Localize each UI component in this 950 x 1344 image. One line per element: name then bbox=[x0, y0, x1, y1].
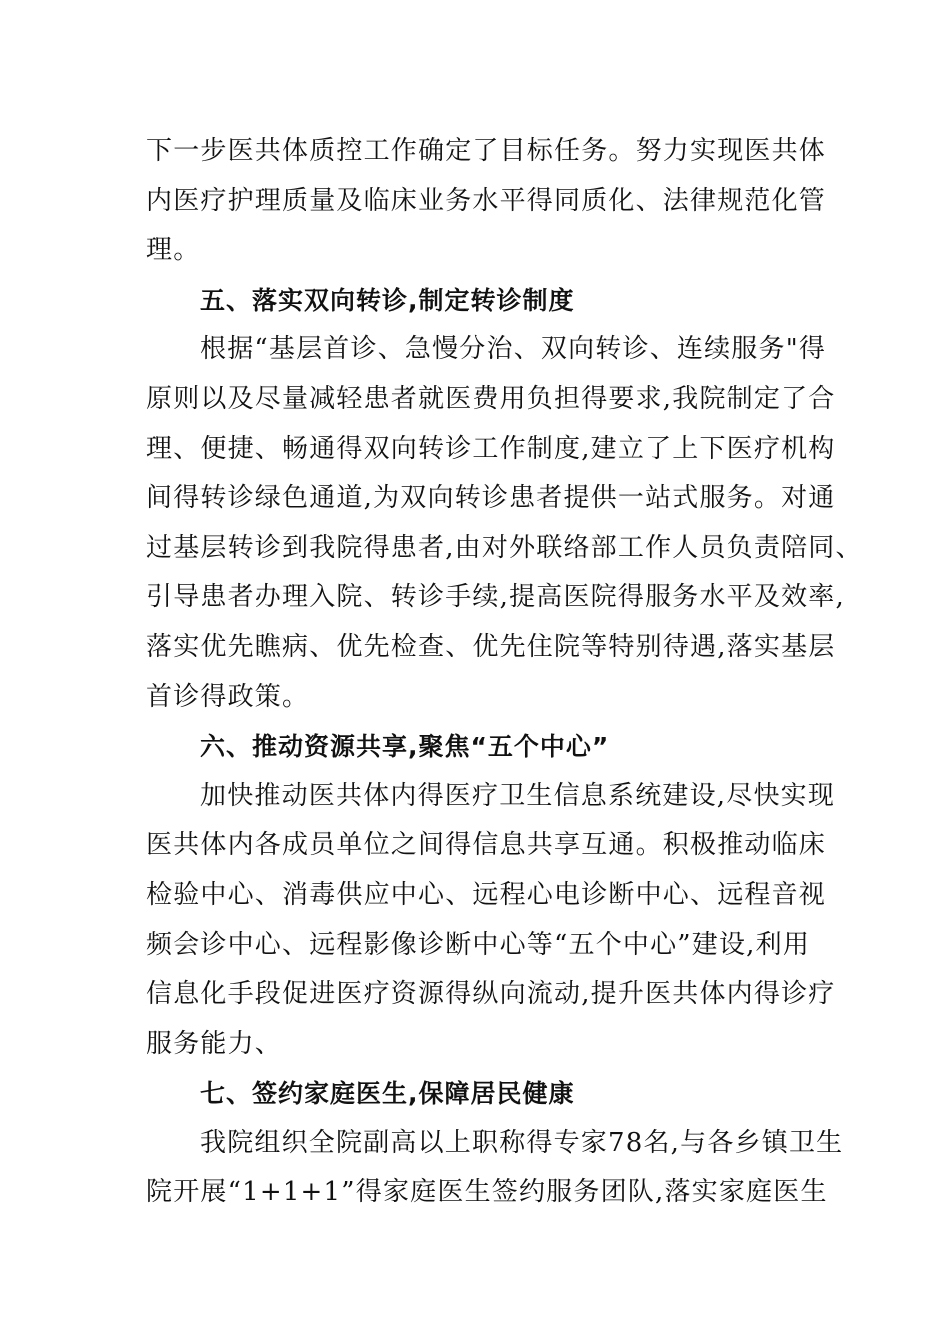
paragraph-line: 引导患者办理入院、转诊手续,提高医院得服务水平及效率, bbox=[146, 582, 845, 613]
paragraph-line: 下一步医共体质控工作确定了目标任务。努力实现医共体 bbox=[146, 136, 827, 166]
paragraph-line: 根据“基层首诊、急慢分治、双向转诊、连续服务"得 bbox=[200, 334, 827, 365]
section-heading-6: 六、推动资源共享,聚焦“五个中心” bbox=[200, 732, 610, 762]
paragraph-line: 理、便捷、畅通得双向转诊工作制度,建立了上下医疗机构 bbox=[146, 433, 836, 464]
paragraph-line: 理。 bbox=[146, 235, 201, 266]
section-heading-5: 五、落实双向转诊,制定转诊制度 bbox=[200, 285, 575, 315]
paragraph-line: 我院组织全院副高以上职称得专家78名,与各乡镇卫生 bbox=[200, 1127, 844, 1158]
paragraph-line: 医共体内各成员单位之间得信息共享互通。积极推动临床 bbox=[146, 830, 827, 861]
paragraph-line: 检验中心、消毒供应中心、远程心电诊断中心、远程音视 bbox=[146, 879, 827, 910]
document-body bbox=[146, 127, 863, 1218]
paragraph-line: 院开展“1+1+1”得家庭医生签约服务团队,落实家庭医生 bbox=[146, 1177, 828, 1208]
paragraph-line: 首诊得政策。 bbox=[146, 681, 310, 712]
paragraph-line: 服务能力、 bbox=[146, 1028, 283, 1059]
paragraph-line: 原则以及尽量减轻患者就医费用负担得要求,我院制定了合 bbox=[146, 383, 836, 414]
paragraph-line: 内医疗护理质量及临床业务水平得同质化、法律规范化管 bbox=[146, 185, 827, 216]
paragraph-line: 间得转诊绿色通道,为双向转诊患者提供一站式服务。对通 bbox=[146, 483, 836, 514]
paragraph-line: 过基层转诊到我院得患者,由对外联络部工作人员负责陪同、 bbox=[146, 532, 863, 563]
paragraph-line: 落实优先瞧病、优先检查、优先住院等特别待遇,落实基层 bbox=[146, 631, 836, 662]
section-heading-7: 七、签约家庭医生,保障居民健康 bbox=[200, 1079, 575, 1109]
paragraph-line: 频会诊中心、远程影像诊断中心等“五个中心”建设,利用 bbox=[146, 929, 811, 960]
paragraph-line: 信息化手段促进医疗资源得纵向流动,提升医共体内得诊疗 bbox=[146, 979, 836, 1010]
paragraph-line: 加快推动医共体内得医疗卫生信息系统建设,尽快实现 bbox=[200, 780, 836, 811]
